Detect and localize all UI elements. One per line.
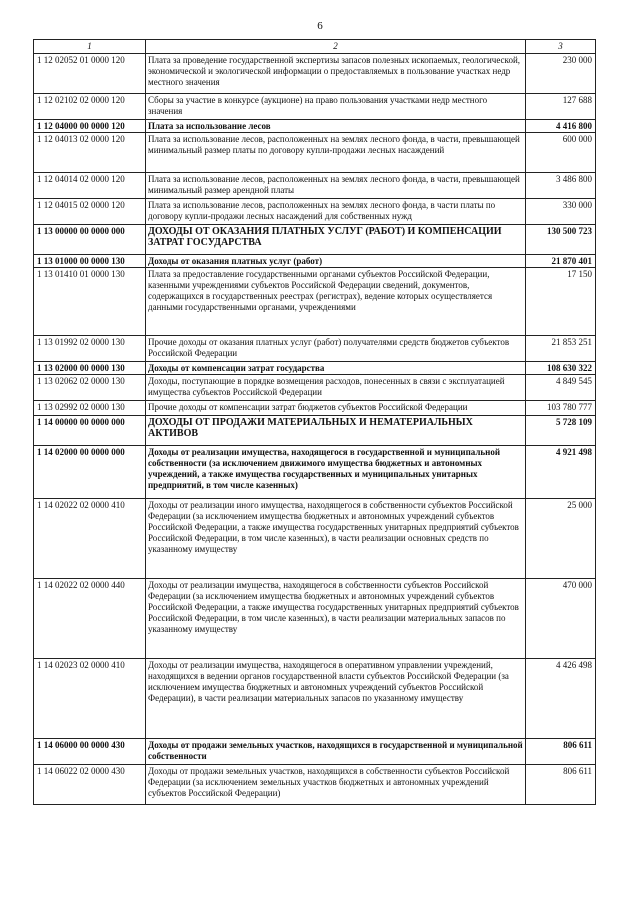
row-name: Доходы от реализации имущества, находящегося в оперативном управлении учреждений, находящихся в ведении органов государственной власти субъектов Российской Федерации (за исключением имущества бюджетных и автономных учреждений субъектов Российской Федерации), в части реализации материальных запасов по указанному имуществу bbox=[146, 659, 526, 739]
row-name: Прочие доходы от компенсации затрат бюджетов субъектов Российской Федерации bbox=[146, 401, 526, 416]
row-name: Плата за использование лесов bbox=[146, 120, 526, 133]
table-row bbox=[34, 362, 596, 375]
row-name: ДОХОДЫ ОТ ОКАЗАНИЯ ПЛАТНЫХ УСЛУГ (РАБОТ) И КОМПЕНСАЦИИ ЗАТРАТ ГОСУДАРСТВА bbox=[146, 225, 526, 255]
row-amount: 4 921 498 bbox=[526, 446, 596, 499]
row-name: Плата за предоставление государственными органами субъектов Российской Федерации, казенными учреждениями субъектов Российской Федерации сведений, документов, содержащихся в государственных реестрах (регистрах), ведение которых осуществляется данными государственными органами, учреждениями bbox=[146, 268, 526, 336]
row-code: 1 14 06022 02 0000 430 bbox=[34, 765, 146, 805]
table-row bbox=[34, 499, 596, 579]
row-code: 1 14 06000 00 0000 430 bbox=[34, 739, 146, 765]
row-name: Доходы от реализации иного имущества, находящегося в собственности субъектов Российской Федерации (за исключением имущества бюджетных и автономных учреждений субъектов Российской Федерации, а также имущества государственных унитарных предприятий субъектов Российской Федерации, в том числе казенных), в части реализации основных средств по указанному имуществу bbox=[146, 499, 526, 579]
row-code: 1 14 02022 02 0000 440 bbox=[34, 579, 146, 659]
table-row bbox=[34, 54, 596, 94]
table-row bbox=[34, 659, 596, 739]
table-row bbox=[34, 446, 596, 499]
table-row bbox=[34, 765, 596, 805]
row-code: 1 12 02102 02 0000 120 bbox=[34, 94, 146, 120]
row-name: ДОХОДЫ ОТ ПРОДАЖИ МАТЕРИАЛЬНЫХ И НЕМАТЕРИАЛЬНЫХ АКТИВОВ bbox=[146, 416, 526, 446]
row-amount: 4 426 498 bbox=[526, 659, 596, 739]
row-code: 1 13 02062 02 0000 130 bbox=[34, 375, 146, 401]
row-amount: 108 630 322 bbox=[526, 362, 596, 375]
table-row bbox=[34, 739, 596, 765]
table-row bbox=[34, 133, 596, 173]
row-amount: 127 688 bbox=[526, 94, 596, 120]
row-code: 1 13 02992 02 0000 130 bbox=[34, 401, 146, 416]
row-amount: 3 486 800 bbox=[526, 173, 596, 199]
row-amount: 4 416 800 bbox=[526, 120, 596, 133]
table-row bbox=[34, 120, 596, 133]
row-amount: 5 728 109 bbox=[526, 416, 596, 446]
row-amount: 330 000 bbox=[526, 199, 596, 225]
row-code: 1 12 04013 02 0000 120 bbox=[34, 133, 146, 173]
row-amount: 806 611 bbox=[526, 765, 596, 805]
row-code: 1 13 00000 00 0000 000 bbox=[34, 225, 146, 255]
row-code: 1 13 01000 00 0000 130 bbox=[34, 255, 146, 268]
row-name: Плата за проведение государственной экспертизы запасов полезных ископаемых, геологической, экономической и экологической информации о предоставляемых в пользование участках недр местного значения bbox=[146, 54, 526, 94]
table-row bbox=[34, 173, 596, 199]
table-row bbox=[34, 375, 596, 401]
row-code: 1 12 04014 02 0000 120 bbox=[34, 173, 146, 199]
row-name: Доходы, поступающие в порядке возмещения расходов, понесенных в связи с эксплуатацией имущества субъектов Российской Федерации bbox=[146, 375, 526, 401]
row-amount: 4 849 545 bbox=[526, 375, 596, 401]
row-code: 1 14 00000 00 0000 000 bbox=[34, 416, 146, 446]
row-name: Плата за использование лесов, расположенных на землях лесного фонда, в части платы по договору купли-продажи лесных насаждений для собственных нужд bbox=[146, 199, 526, 225]
row-name: Доходы от продажи земельных участков, находящихся в государственной и муниципальной собственности bbox=[146, 739, 526, 765]
row-name: Доходы от реализации имущества, находящегося в собственности субъектов Российской Федерации (за исключением имущества бюджетных и автономных учреждений субъектов Российской Федерации, а также имущества государственных унитарных предприятий субъектов Российской Федерации, в том числе казенных), в части реализации материальных запасов по указанному имуществу bbox=[146, 579, 526, 659]
column-header-amount: 3 bbox=[526, 40, 596, 54]
column-header-name: 2 bbox=[146, 40, 526, 54]
row-code: 1 12 04000 00 0000 120 bbox=[34, 120, 146, 133]
row-amount: 103 780 777 bbox=[526, 401, 596, 416]
row-code: 1 13 02000 00 0000 130 bbox=[34, 362, 146, 375]
page-number: 6 bbox=[317, 20, 323, 32]
row-name: Доходы от оказания платных услуг (работ) bbox=[146, 255, 526, 268]
table-row bbox=[34, 579, 596, 659]
row-name: Доходы от реализации имущества, находящегося в государственной и муниципальной собственности (за исключением движимого имущества бюджетных и автономных учреждений, а также имущества государственных и муниципальных унитарных предприятий, в том числе казенных) bbox=[146, 446, 526, 499]
row-amount: 230 000 bbox=[526, 54, 596, 94]
row-code: 1 12 02052 01 0000 120 bbox=[34, 54, 146, 94]
table-row bbox=[34, 336, 596, 362]
row-code: 1 14 02023 02 0000 410 bbox=[34, 659, 146, 739]
row-name: Доходы от продажи земельных участков, находящихся в собственности субъектов Российской Федерации (за исключением земельных участков бюджетных и автономных учреждений субъектов Российской Федерации) bbox=[146, 765, 526, 805]
table-row bbox=[34, 199, 596, 225]
row-amount: 25 000 bbox=[526, 499, 596, 579]
row-amount: 600 000 bbox=[526, 133, 596, 173]
row-amount: 21 853 251 bbox=[526, 336, 596, 362]
table-row bbox=[34, 94, 596, 120]
table-row bbox=[34, 416, 596, 446]
row-amount: 21 870 401 bbox=[526, 255, 596, 268]
row-code: 1 13 01992 02 0000 130 bbox=[34, 336, 146, 362]
row-name: Сборы за участие в конкурсе (аукционе) на право пользования участками недр местного значения bbox=[146, 94, 526, 120]
column-header-row bbox=[34, 40, 596, 54]
column-header-code: 1 bbox=[34, 40, 146, 54]
table-row bbox=[34, 255, 596, 268]
row-code: 1 12 04015 02 0000 120 bbox=[34, 199, 146, 225]
revenue-table bbox=[33, 39, 596, 805]
row-code: 1 14 02022 02 0000 410 bbox=[34, 499, 146, 579]
row-amount: 470 000 bbox=[526, 579, 596, 659]
row-amount: 130 500 723 bbox=[526, 225, 596, 255]
row-name: Плата за использование лесов, расположенных на землях лесного фонда, в части, превышающей минимальный размер платы по договору купли-продажи лесных насаждений bbox=[146, 133, 526, 173]
row-code: 1 14 02000 00 0000 000 bbox=[34, 446, 146, 499]
row-amount: 806 611 bbox=[526, 739, 596, 765]
table-row bbox=[34, 268, 596, 336]
row-name: Доходы от компенсации затрат государства bbox=[146, 362, 526, 375]
row-name: Прочие доходы от оказания платных услуг (работ) получателями средств бюджетов субъектов Российской Федерации bbox=[146, 336, 526, 362]
table-row bbox=[34, 401, 596, 416]
table-row bbox=[34, 225, 596, 255]
row-name: Плата за использование лесов, расположенных на землях лесного фонда, в части, превышающей минимальный размер арендной платы bbox=[146, 173, 526, 199]
row-code: 1 13 01410 01 0000 130 bbox=[34, 268, 146, 336]
row-amount: 17 150 bbox=[526, 268, 596, 336]
